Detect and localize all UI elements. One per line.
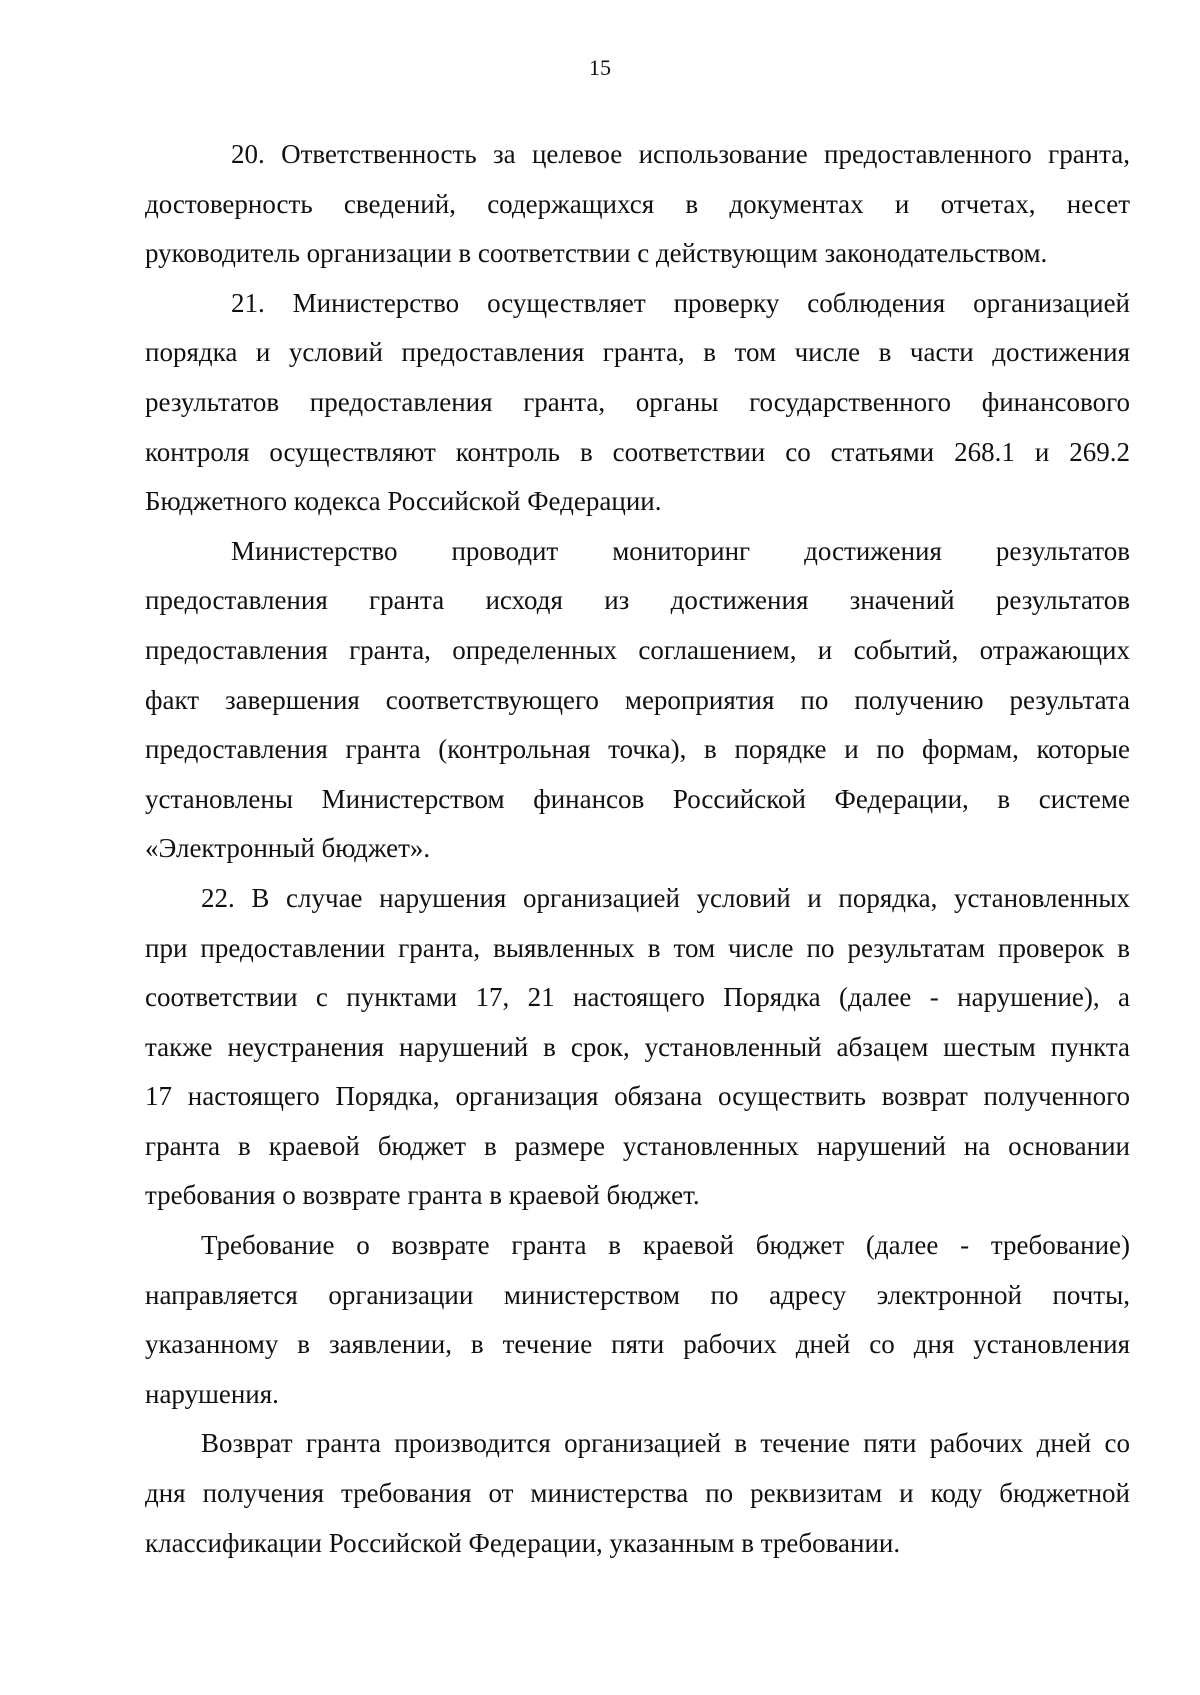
text-line: Требование о возврате гранта в краевой бюджет (далее - требование): [201, 1230, 1130, 1261]
text-line: 20. Ответственность за целевое использование предоставленного гранта,: [231, 139, 1130, 169]
paragraph-20: [145, 130, 1130, 279]
text-line: установлены Министерством финансов Российской Федерации, в системе: [145, 783, 1130, 814]
text-line: гранта в краевой бюджет в размере установленных нарушений на основании: [145, 1130, 1130, 1161]
paragraph-21-monitoring: [145, 527, 1130, 874]
text-line: факт завершения соответствующего мероприятия по получению результата: [145, 684, 1130, 715]
text-line: 21. Министерство осуществляет проверку соблюдения организацией: [231, 287, 1130, 318]
paragraph-requirement: [145, 1221, 1130, 1419]
text-line: также неустранения нарушений в срок, установленный абзацем шестым пункта: [145, 1031, 1130, 1062]
text-line: указанному в заявлении, в течение пяти рабочих дней со дня установления: [145, 1329, 1130, 1360]
text-line: 17 настоящего Порядка, организация обязана осуществить возврат полученного: [145, 1081, 1130, 1112]
paragraph-refund: [145, 1419, 1130, 1568]
text-line: направляется организации министерством по адресу электронной почты,: [145, 1279, 1130, 1310]
text-line: соответствии с пунктами 17, 21 настоящего Порядка (далее - нарушение), а: [145, 982, 1130, 1013]
text-line: Министерство проводит мониторинг достижения результатов: [231, 535, 1130, 566]
text-line: Бюджетного кодекса Российской Федерации.: [145, 486, 662, 517]
text-line: 22. В случае нарушения организацией условий и порядка, установленных: [201, 882, 1130, 913]
text-line: порядка и условий предоставления гранта, в том числе в части достижения: [145, 337, 1130, 368]
text-line: при предоставлении гранта, выявленных в том числе по результатам проверок в: [145, 932, 1130, 963]
paragraph-21: [145, 279, 1130, 527]
text-line: Возврат гранта производится организацией в течение пяти рабочих дней со: [201, 1428, 1130, 1459]
paragraph-22: [145, 874, 1130, 1221]
text-line: руководитель организации в соответствии с действующим законодательством.: [145, 238, 1048, 269]
text-line: достоверность сведений, содержащихся в документах и отчетах, несет: [145, 188, 1130, 219]
text-line: контроля осуществляют контроль в соответствии со статьями 268.1 и 269.2: [145, 436, 1130, 467]
text-line: требования о возврате гранта в краевой бюджет.: [145, 1180, 700, 1211]
page-number: 15: [589, 55, 611, 80]
text-line: нарушения.: [145, 1378, 279, 1409]
text-line: предоставления гранта (контрольная точка), в порядке и по формам, которые: [145, 734, 1130, 765]
document-body: [145, 130, 1130, 1568]
text-line: результатов предоставления гранта, органы государственного финансового: [145, 386, 1130, 417]
text-line: предоставления гранта, определенных соглашением, и событий, отражающих: [145, 634, 1130, 665]
text-line: классификации Российской Федерации, указанным в требовании.: [145, 1527, 901, 1558]
text-line: «Электронный бюджет».: [145, 833, 431, 864]
text-line: предоставления гранта исходя из достижения значений результатов: [145, 585, 1130, 616]
text-line: дня получения требования от министерства по реквизитам и коду бюджетной: [145, 1478, 1130, 1509]
